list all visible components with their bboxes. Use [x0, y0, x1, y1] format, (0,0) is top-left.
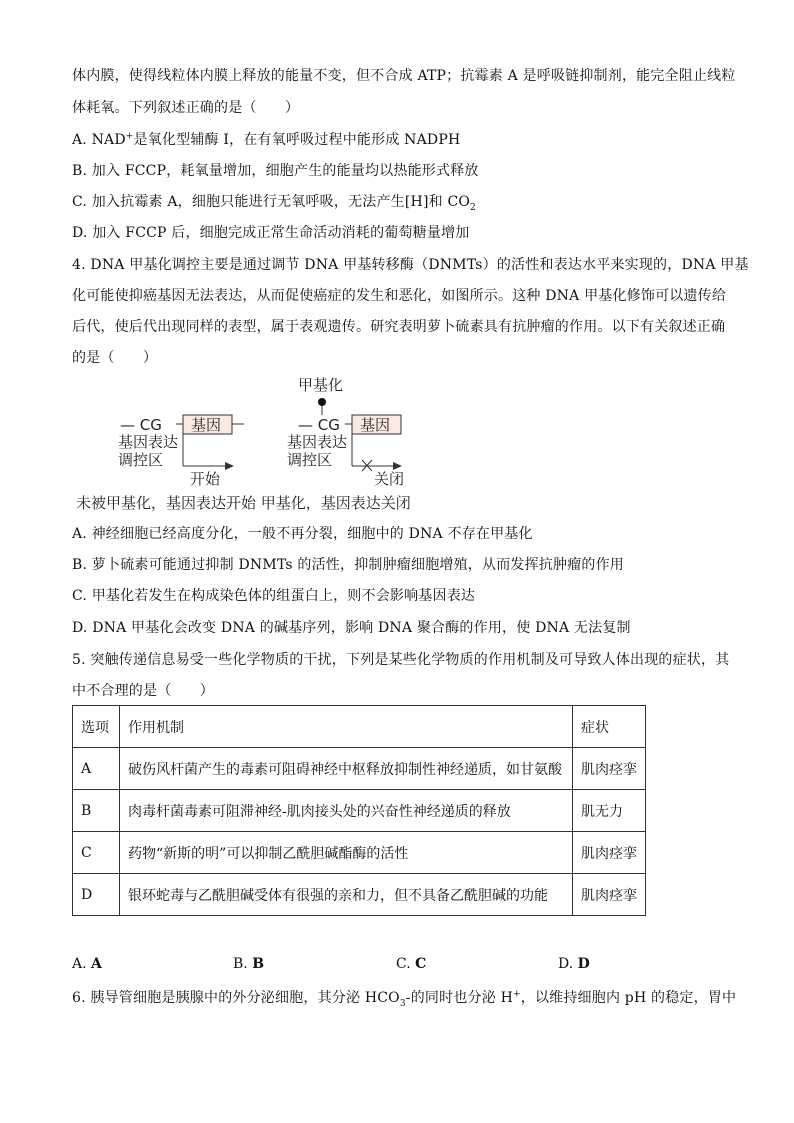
- q6-sup: +: [513, 989, 521, 1000]
- q5-answer-d: [558, 956, 590, 972]
- q6-text-pre: 6. 胰导管细胞是胰腺中的外分泌细胞，其分泌 HCO: [72, 990, 400, 1006]
- q4-option-d: D. DNA 甲基化会改变 DNA 的碱基序列，影响 DNA 聚合酶的作用，使 DNA 无法复制: [72, 620, 631, 636]
- q3-option-a-pre: A. NAD: [72, 132, 126, 148]
- table-row: [73, 790, 646, 832]
- q3-option-a-sup: +: [125, 131, 134, 142]
- q6-text-mid: -的同时也分泌 H: [405, 990, 513, 1006]
- q4-stem-line-2: 化可能使抑癌基因无法表达，从而促使癌症的发生和恶化，如图所示。这种 DNA 甲基化修饰可以遗传给: [72, 288, 727, 304]
- table-cell: D: [73, 874, 120, 916]
- close-arrowhead: [393, 462, 402, 470]
- intro-line-2: 体耗氧。下列叙述正确的是（ ）: [72, 100, 300, 116]
- diagram-caption: 未被甲基化，基因表达开始 甲基化，基因表达关闭: [76, 494, 411, 512]
- q4-option-a: A. 神经细胞已经高度分化，一般不再分裂，细胞中的 DNA 不存在甲基化: [72, 526, 533, 542]
- table-row: [73, 874, 646, 916]
- methylation-diagram: [72, 372, 492, 520]
- table-cell: B: [73, 790, 120, 832]
- intro-line-1: 体内膜，使得线粒体内膜上释放的能量不变，但不合成 ATP；抗霉素 A 是呼吸链抑制剂，能完全阻止线粒: [72, 68, 736, 84]
- q5-stem-line-1: 5. 突触传递信息易受一些化学物质的干扰，下列是某些化学物质的作用机制及可导致人体出现的症状，其: [72, 652, 730, 668]
- q4-option-c: C. 甲基化若发生在构成染色体的组蛋白上，则不会影响基因表达: [72, 588, 476, 604]
- answer-letter: A: [91, 956, 102, 972]
- q6-text-post: ，以维持细胞内 pH 的稳定，胃中: [520, 990, 737, 1006]
- table-cell: 银环蛇毒与乙酰胆碱受体有很强的亲和力，但不具备乙酰胆碱的功能: [120, 874, 573, 916]
- table-header-cell: 作用机制: [120, 706, 573, 748]
- table-cell: C: [73, 832, 120, 874]
- table-cell: 药物“新斯的明”可以抑制乙酰胆碱酯酶的活性: [120, 832, 573, 874]
- q4-stem-line-3: 后代，使后代出现同样的表型，属于表观遗传。研究表明萝卜硫素具有抗肿瘤的作用。以下有关叙述正确: [72, 319, 726, 335]
- table-cell: 肉毒杆菌毒素可阻滞神经-肌肉接头处的兴奋性神经递质的释放: [120, 790, 573, 832]
- q3-option-d: D. 加入 FCCP 后，细胞完成正常生命活动消耗的葡萄糖量增加: [72, 225, 470, 241]
- answer-letter: B: [252, 956, 265, 972]
- q5-answer-a: [72, 956, 102, 972]
- mechanism-table: [72, 705, 646, 916]
- answer-prefix: A.: [72, 956, 92, 972]
- table-cell: 破伤风杆菌产生的毒素可阻碍神经中枢释放抑制性神经递质，如甘氨酸: [120, 748, 573, 790]
- q4-option-b: B. 萝卜硫素可能通过抑制 DNMTs 的活性，抑制肿瘤细胞增殖，从而发挥抗肿瘤的作用: [72, 557, 625, 573]
- table-header-cell: 选项: [73, 706, 120, 748]
- answer-letter: D: [577, 956, 590, 972]
- q5-answer-b: [233, 956, 264, 972]
- answer-letter: C: [415, 956, 427, 972]
- table-cell: 肌肉痉挛: [573, 874, 646, 916]
- q5-stem-line-2: 中不合理的是（ ）: [72, 683, 214, 699]
- table-row: [73, 748, 646, 790]
- region-right-line-1: 基因表达: [287, 433, 348, 451]
- answer-prefix: B.: [233, 956, 253, 972]
- q3-option-c-text: C. 加入抗霉素 A，细胞只能进行无氧呼吸，无法产生[H]和 CO: [72, 194, 471, 210]
- q3-option-c-sub: 2: [470, 202, 476, 213]
- table-header-cell: 症状: [573, 706, 646, 748]
- start-label: 开始: [190, 470, 221, 488]
- gene-left-label: 基因: [191, 416, 222, 434]
- q4-stem-line-1: 4. DNA 甲基化调控主要是通过调节 DNA 甲基转移酶（DNMTs）的活性和表达水平来实现的，DNA 甲基: [72, 257, 749, 273]
- start-arrowhead: [225, 462, 234, 470]
- q6-sub: 3: [399, 998, 406, 1009]
- cg-right-label: — CG: [298, 416, 340, 434]
- answer-prefix: C.: [396, 956, 416, 972]
- methyl-label: 甲基化: [298, 376, 344, 394]
- q4-stem-line-4: 的是（ ）: [72, 350, 158, 366]
- q3-option-a: [72, 130, 460, 150]
- table-row: [73, 832, 646, 874]
- table-header-row: [73, 706, 646, 748]
- answer-prefix: D.: [558, 956, 578, 972]
- methyl-dot: [318, 398, 326, 406]
- cg-left-label: — CG: [120, 416, 162, 434]
- table-cell: A: [73, 748, 120, 790]
- table-cell: 肌肉痉挛: [573, 832, 646, 874]
- q5-answer-c: [396, 956, 426, 972]
- close-label: 关闭: [374, 470, 405, 488]
- table-cell: 肌肉痉挛: [573, 748, 646, 790]
- region-right-line-2: 调控区: [287, 451, 333, 469]
- table-cell: 肌无力: [573, 790, 646, 832]
- region-left-line-1: 基因表达: [118, 433, 179, 451]
- q3-option-b: B. 加入 FCCP，耗氧量增加，细胞产生的能量均以热能形式释放: [72, 163, 479, 179]
- gene-right-label: 基因: [360, 416, 391, 434]
- q3-option-c: [72, 192, 476, 212]
- q6-stem-line-1: [72, 988, 736, 1008]
- region-left-line-2: 调控区: [118, 451, 164, 469]
- q3-option-a-post: 是氧化型辅酶 I，在有氧呼吸过程中能形成 NADPH: [133, 132, 461, 148]
